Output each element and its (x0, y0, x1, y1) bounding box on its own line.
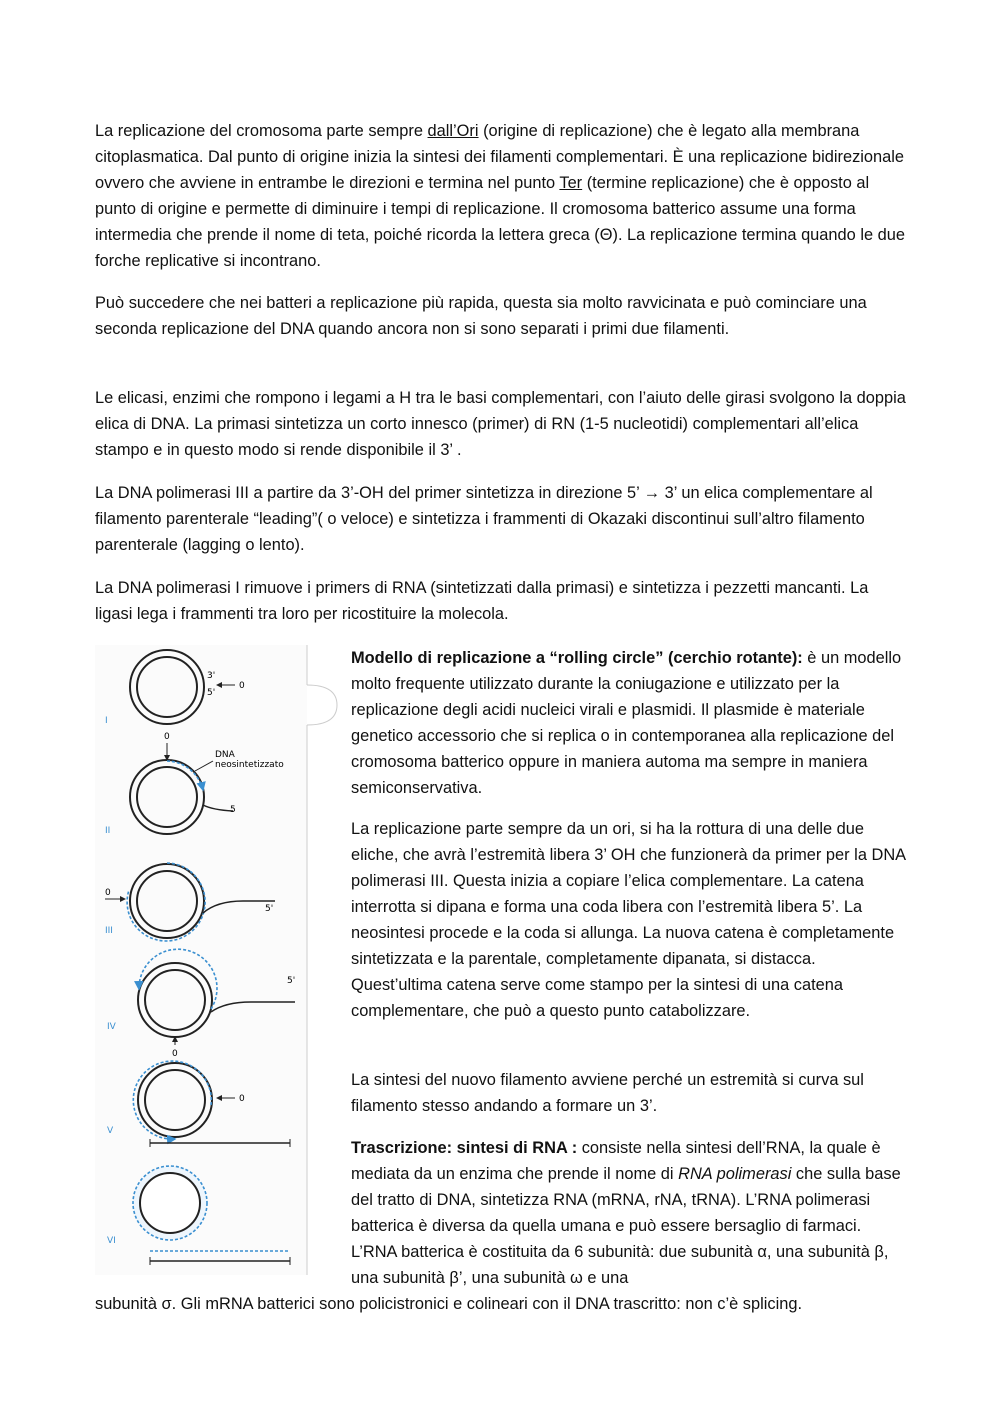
paragraph-rapid-replication: Può succedere che nei batteri a replicazione più rapida, questa sia molto ravvicinata e può cominciare una seconda replicazione del DNA quando ancora non si sono separati i primi due filamenti. (95, 294, 867, 338)
rna-polymerase-term: RNA polimerasi (678, 1165, 792, 1183)
label-origin: 0 (105, 888, 111, 898)
ter-term: Ter (559, 174, 583, 192)
label-5-prime: 5' (287, 976, 296, 986)
text: consiste nella sintesi dell’RNA, la quale è mediata da un enzima che prende il nome di (351, 1139, 881, 1183)
label-origin: 0 (172, 1049, 178, 1059)
text: (origine di replicazione) che è legato alla membrana citoplasmatica. Dal punto di origine inizia la sintesi dei filamenti complementari. È una replicazione bidirezionale ovvero che avviene in entrambe le direzioni e termina nel punto (95, 122, 905, 192)
label-origin: 0 (164, 732, 170, 742)
rolling-circle-figure (95, 645, 340, 1275)
paragraph-new-strand: La sintesi del nuovo filamento avviene perché un estremità si curva sul filamento stesso andando a formare un 3’. (351, 1071, 864, 1115)
stage-label: II (105, 826, 111, 836)
paragraph-transcription (351, 1135, 911, 1291)
label-dna: DNA (215, 750, 235, 760)
text: è un modello molto frequente utilizzato durante la coniugazione e utilizzato per la replicazione degli acidi nucleici virali e plasmidi. Il plasmide è materiale genetico accessorio che si replica o in contemporanea alla replicazione del cromosoma batterico oppure in maniera automa ma sempre in maniera semiconservativa. (351, 649, 902, 797)
paragraph-polymerase-iii: La DNA polimerasi III a partire da 3’-OH del primer sintetizza in direzione 5’ → 3’ un elica complementare al filamento parenterale “leading”( o veloce) e sintetizza i frammenti di Okazaki discontinui sull’altro filamento parenterale (lagging o lento). (95, 484, 873, 554)
text: La replicazione del cromosoma parte sempre (95, 122, 428, 140)
stage-label: I (105, 716, 108, 726)
label-3-prime: 3' (207, 671, 216, 681)
rolling-circle-diagram (95, 645, 340, 1275)
label-5-prime: 5' (265, 904, 274, 914)
ori-term: dall’Ori (427, 122, 479, 140)
stage-label: III (105, 926, 113, 936)
text: che sulla base del tratto di DNA, sintetizza RNA (mRNA, rNA, tRNA). L’RNA polimerasi batterica è diversa da quella umana e può essere bersaglio di farmaci. L’RNA batterica è costituita da 6 subunità: due subunità α, una subunità β, una subunità β’, una subunità ω e una (351, 1165, 901, 1287)
label-5: 5 (230, 805, 236, 815)
label-5-prime: 5' (207, 688, 216, 698)
stage-label: VI (107, 1236, 116, 1246)
label-origin: 0 (239, 1094, 245, 1104)
transcription-heading: Trascrizione: sintesi di RNA : (351, 1139, 578, 1157)
paragraph-replication-steps: La replicazione parte sempre da un ori, si ha la rottura di una delle due eliche, che avrà l’estremità libera 3’ OH che funzionerà da primer per la DNA polimerasi III. Questa inizia a copiare l’elica complementare. La catena interrotta si dipana e forma una coda libera con l’estremità libera 5’. La neosintesi procede e la coda si allunga. La nuova catena è completamente sintetizzata e la parentale, completamente dipanata, si distacca. Quest’ultima catena serve come stampo per la sintesi di una catena complementare, che può a questo punto catabolizzare. (351, 820, 906, 1020)
stage-label: V (107, 1126, 114, 1136)
paragraph-ori-replication (95, 118, 910, 274)
stage-label: IV (107, 1022, 116, 1032)
label-origin: 0 (239, 681, 245, 691)
rolling-circle-heading: Modello di replicazione a “rolling circle” (cerchio rotante): (351, 649, 803, 667)
paragraph-helicase: Le elicasi, enzimi che rompono i legami a H tra le basi complementari, con l’aiuto delle girasi svolgono la doppia elica di DNA. La primasi sintetizza un corto innesco (primer) di RN (1-5 nucleotidi) complementari all’elica stampo e in questo modo si rende disponibile il 3’ . (95, 389, 906, 459)
paragraph-polymerase-i: La DNA polimerasi I rimuove i primers di RNA (sintetizzati dalla primasi) e sintetizza i pezzetti mancanti. La ligasi lega i frammenti tra loro per ricostituire la molecola. (95, 579, 869, 623)
paragraph-rolling-circle (351, 645, 911, 801)
paragraph-transcription-end: subunità σ. Gli mRNA batterici sono policistronici e colineari con il DNA trascritto: non c’è splicing. (95, 1295, 803, 1313)
text: (termine replicazione) che è opposto al punto di origine e permette di diminuire i tempi di replicazione. Il cromosoma batterico assume una forma intermedia che prende il nome di teta, poiché ricorda la lettera greca (Θ). La replicazione termina quando le due forche replicative si incontrano. (95, 174, 905, 270)
label-neosynthesized: neosintetizzato (215, 760, 284, 770)
